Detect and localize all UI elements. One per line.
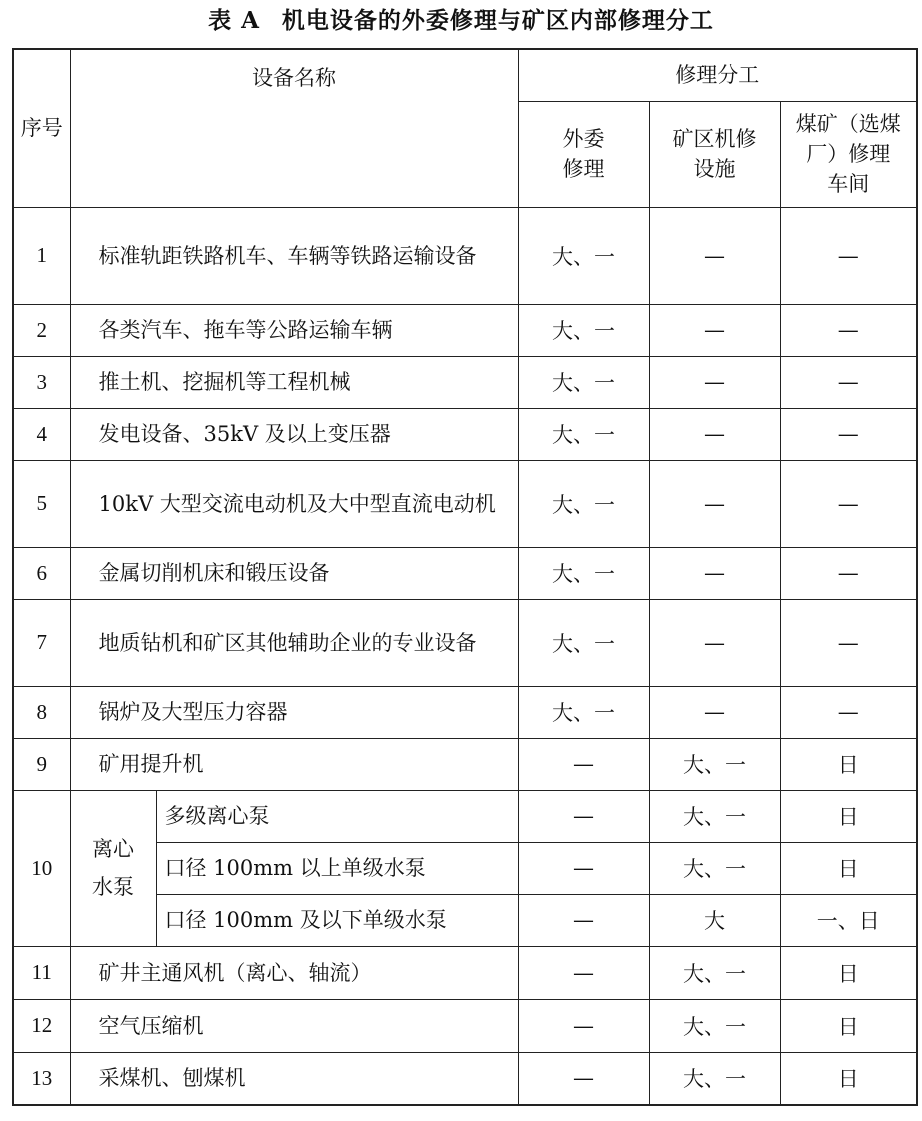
pump-item-external: —: [518, 894, 649, 946]
table-row: [13, 356, 917, 408]
header-workshop-line2: 厂）修理: [806, 142, 891, 166]
row-mine: —: [649, 599, 780, 686]
table-row: [13, 1052, 917, 1105]
row-mine: 大、一: [649, 1052, 780, 1105]
row-workshop: —: [780, 547, 917, 599]
row-external: 大、一: [518, 207, 649, 304]
pump-category-line2: 水泵: [92, 875, 134, 899]
table-title: [0, 4, 922, 38]
row-external: 大、一: [518, 686, 649, 738]
header-mine-line2: 设施: [693, 157, 736, 181]
pump-item-external: —: [518, 842, 649, 894]
row-external: 大、一: [518, 547, 649, 599]
row-name: 矿井主通风机（离心、轴流）: [70, 946, 518, 999]
header-external: [518, 101, 649, 207]
row-external: —: [518, 738, 649, 790]
row-name: 空气压缩机: [70, 999, 518, 1052]
row-seq: 1: [13, 207, 70, 304]
row-external: 大、一: [518, 599, 649, 686]
row-workshop: —: [780, 356, 917, 408]
header-mine-line1: 矿区机修: [672, 127, 757, 151]
table-row: [13, 547, 917, 599]
row-workshop: 日: [780, 946, 917, 999]
pump-item-mine: 大、一: [649, 842, 780, 894]
row-name: 锅炉及大型压力容器: [70, 686, 518, 738]
pump-item-workshop: 日: [780, 790, 917, 842]
table-title-text: 机电设备的外委修理与矿区内部修理分工: [281, 7, 714, 34]
pump-item-workshop: 一、日: [780, 894, 917, 946]
row-name: 地质钻机和矿区其他辅助企业的专业设备: [70, 599, 518, 686]
header-name: 设备名称: [70, 49, 518, 207]
row-mine: —: [649, 207, 780, 304]
pump-category: [70, 790, 156, 946]
header-mine-repair: [649, 101, 780, 207]
pump-item-mine: 大: [649, 894, 780, 946]
row-external: 大、一: [518, 356, 649, 408]
pump-item-name: 口径 100mm 以上单级水泵: [156, 842, 518, 894]
row-seq: 9: [13, 738, 70, 790]
row-mine: —: [649, 547, 780, 599]
row-external: —: [518, 946, 649, 999]
row-seq: 7: [13, 599, 70, 686]
row-seq: 6: [13, 547, 70, 599]
row-mine: —: [649, 356, 780, 408]
row-external: —: [518, 1052, 649, 1105]
header-seq: 序号: [13, 49, 70, 207]
row-seq: 2: [13, 304, 70, 356]
row-seq: 4: [13, 408, 70, 460]
row-seq: 3: [13, 356, 70, 408]
row-seq: 5: [13, 460, 70, 547]
row-mine: 大、一: [649, 738, 780, 790]
header-external-line1: 外委: [562, 127, 605, 151]
table-row: [13, 599, 917, 686]
row-name: 推土机、挖掘机等工程机械: [70, 356, 518, 408]
row-external: 大、一: [518, 408, 649, 460]
table-row: [13, 738, 917, 790]
row-mine: 大、一: [649, 999, 780, 1052]
header-external-line2: 修理: [562, 157, 605, 181]
row-name: 10kV 大型交流电动机及大中型直流电动机: [70, 460, 518, 547]
row-workshop: —: [780, 304, 917, 356]
row-seq: 13: [13, 1052, 70, 1105]
pump-item-workshop: 日: [780, 842, 917, 894]
header-division: 修理分工: [518, 49, 917, 101]
pump-item-external: —: [518, 790, 649, 842]
header-workshop-line1: 煤矿（选煤: [795, 112, 901, 136]
pump-seq: 10: [13, 790, 70, 946]
row-workshop: —: [780, 460, 917, 547]
row-name: 各类汽车、拖车等公路运输车辆: [70, 304, 518, 356]
row-seq: 11: [13, 946, 70, 999]
table-row: [13, 207, 917, 304]
table-row: [13, 460, 917, 547]
row-mine: 大、一: [649, 946, 780, 999]
table-row: [13, 946, 917, 999]
table-row: [13, 686, 917, 738]
row-mine: —: [649, 408, 780, 460]
table-row: [13, 304, 917, 356]
row-workshop: —: [780, 686, 917, 738]
row-workshop: —: [780, 207, 917, 304]
header-workshop: [780, 101, 917, 207]
row-external: 大、一: [518, 304, 649, 356]
row-seq: 8: [13, 686, 70, 738]
repair-division-table: [12, 48, 918, 1106]
row-name: 标准轨距铁路机车、车辆等铁路运输设备: [70, 207, 518, 304]
pump-item-name: 多级离心泵: [156, 790, 518, 842]
pump-category-line1: 离心: [92, 837, 134, 861]
row-workshop: 日: [780, 738, 917, 790]
row-workshop: —: [780, 599, 917, 686]
row-mine: —: [649, 686, 780, 738]
table-row: [13, 790, 917, 842]
row-workshop: 日: [780, 999, 917, 1052]
row-name: 矿用提升机: [70, 738, 518, 790]
row-name: 金属切削机床和锻压设备: [70, 547, 518, 599]
header-workshop-line3: 车间: [827, 172, 870, 196]
row-workshop: —: [780, 408, 917, 460]
row-external: 大、一: [518, 460, 649, 547]
row-mine: —: [649, 304, 780, 356]
table-row: [13, 408, 917, 460]
row-seq: 12: [13, 999, 70, 1052]
row-mine: —: [649, 460, 780, 547]
pump-item-name: 口径 100mm 及以下单级水泵: [156, 894, 518, 946]
table-row: [13, 999, 917, 1052]
pump-item-mine: 大、一: [649, 790, 780, 842]
row-external: —: [518, 999, 649, 1052]
row-name: 发电设备、35kV 及以上变压器: [70, 408, 518, 460]
row-name: 采煤机、刨煤机: [70, 1052, 518, 1105]
row-workshop: 日: [780, 1052, 917, 1105]
table-label: 表 A: [208, 7, 260, 34]
